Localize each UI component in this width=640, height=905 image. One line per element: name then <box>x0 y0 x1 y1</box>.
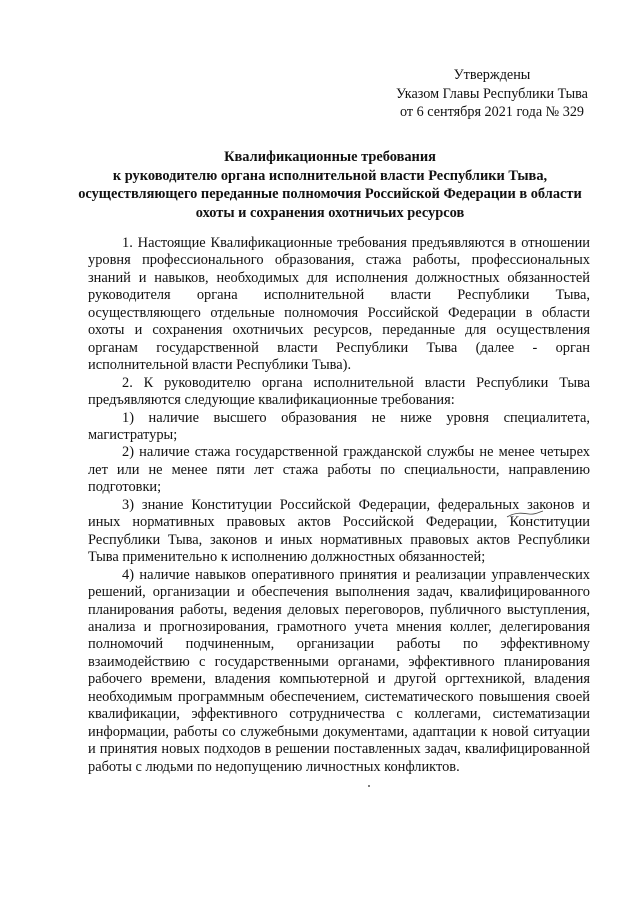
page-dot-mark <box>368 785 370 787</box>
approval-line-1: Утверждены <box>453 67 531 83</box>
title-line-4: охоты и сохранения охотничьих ресурсов <box>195 204 465 221</box>
paragraph-1: 1. Настоящие Квалификационные требования предъявляются в отношении уровня профессионального образования, стажа работы, профессиональных знаний и навыков, необходимых для исполнения должностных обязанностей руководителя органа исполнительной власти Республики Тыва, осуществляющего отдельные полномочия Российской Федерации в области охоты и сохранения охотничьих ресурсов, переданные для осуществления органам государственной власти Республики Тыва (далее - орган исполнительной власти Республики Тыва). <box>88 235 590 374</box>
title-line-1: Квалификационные требования <box>224 149 436 165</box>
paragraph-2-item-1: 1) наличие высшего образования не ниже уровня специалитета, магистратуры; <box>88 409 590 443</box>
document-title <box>50 148 610 222</box>
document-body <box>88 235 590 776</box>
title-line-2: к руководителю органа исполнительной власти Республики Тыва, <box>112 167 548 184</box>
approval-line-3: от 6 сентября 2021 года № 329 <box>399 104 585 120</box>
paragraph-2-item-3: 3) знание Конституции Российской Федерации, федеральных законов и иных нормативных правовых актов Российской Федерации, Конституции Республики Тыва, законов и иных нормативных правовых актов Республики Тыва применительно к исполнению должностных обязанностей; <box>88 496 590 566</box>
approval-block <box>372 66 612 122</box>
pen-mark-icon <box>505 508 545 520</box>
title-line-3: осуществляющего переданные полномочия Российской Федерации в области <box>78 186 582 203</box>
paragraph-2-item-2: 2) наличие стажа государственной гражданской службы не менее четырех лет или не менее пяти лет стажа работы по специальности, направлению подготовки; <box>88 444 590 496</box>
paragraph-2: 2. К руководителю органа исполнительной власти Республики Тыва предъявляются следующие квалификационные требования: <box>88 374 590 409</box>
paragraph-2-item-4: 4) наличие навыков оперативного принятия и реализации управленческих решений, организации и обеспечения выполнения задач, квалифицированного планирования работы, ведения деловых переговоров, публичного выступления, анализа и прогнозирования, грамотного учета мнения коллег, делегирования полномочий подчиненным, организации работы по эффективному взаимодействию с государственными органами, эффективного планирования рабочего времени, владения компьютерной и другой оргтехникой, владения необходимым программным обеспечением, систематического повышения своей квалификации, эффективного сотрудничества с коллегами, систематизации информации, работы со служебными документами, адаптации к новой ситуации и принятия новых подходов в решении поставленных задач, квалифицированной работы с людьми по недопущению личностных конфликтов. <box>88 566 590 775</box>
approval-line-2: Указом Главы Республики Тыва <box>396 85 588 102</box>
